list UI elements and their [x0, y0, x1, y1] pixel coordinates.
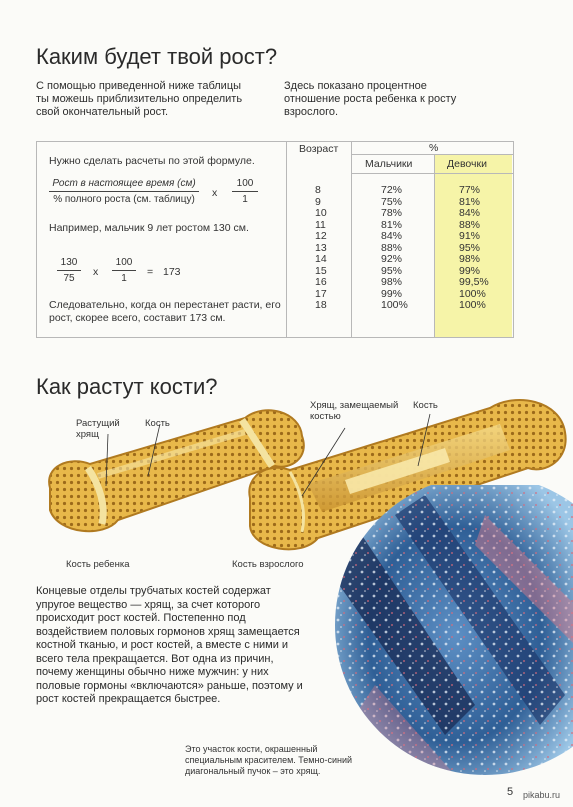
bones-title: Как растут кости? [36, 374, 218, 399]
caption-child-bone: Кость ребенка [66, 559, 130, 570]
table-cell-girls: 100% [459, 299, 486, 311]
table-cell-age: 18 [315, 299, 327, 311]
formula-intro: Нужно сделать расчеты по этой формуле. [49, 155, 255, 167]
label-bone-child: Кость [145, 418, 170, 429]
table-cell-age: 15 [315, 264, 327, 277]
table-cell-age: 13 [315, 241, 327, 254]
example-times: x [93, 266, 99, 278]
table-cell-boys: 72% [381, 184, 403, 196]
example-numerator: 130 [57, 257, 81, 271]
watermark: pikabu.ru [523, 790, 561, 800]
table-cell-age: 16 [315, 276, 327, 288]
formula-one: 1 [242, 194, 248, 205]
table-cell-girls: 99,5% [459, 276, 489, 288]
growth-table [286, 141, 514, 338]
boys-column [381, 185, 408, 312]
table-cell-girls: 77% [459, 184, 481, 196]
table-cell-girls: 81% [459, 195, 481, 208]
example-equals: = [147, 266, 154, 278]
table-cell-boys: 95% [381, 264, 403, 277]
table-cell-age: 9 [315, 195, 321, 208]
girls-column [459, 185, 489, 312]
label-growth-plate: Растущий хрящ [76, 418, 120, 440]
table-cell-age: 10 [315, 207, 327, 219]
table-cell-age: 14 [315, 253, 327, 265]
caption-adult-bone: Кость взрослого [232, 559, 304, 570]
girls-header: Девочки [447, 158, 487, 170]
example-fraction [57, 257, 81, 284]
age-column [315, 185, 327, 312]
percent-header: % [429, 142, 439, 154]
bones-body-text: Концевые отделы трубчатых костей содержат упругое вещество — хрящ, за счет которого происходит рост костей. Постепенно под воздействием половых гормонов хрящ замещается костной тканью, и рост костей, а вместе с ними и всего тела прекращается. Вот одна из причин, почему женщины обычно ниже мужчин: у них половые гормоны «включаются» раньше, поэтому и рост костей прекращается быстрее. [36, 585, 303, 705]
page-title: Каким будет твой рост? [36, 44, 278, 69]
table-cell-boys: 98% [381, 276, 403, 288]
table-cell-girls: 91% [459, 230, 481, 242]
table-cell-age: 11 [315, 218, 326, 231]
table-cell-age: 17 [315, 287, 327, 300]
table-cell-girls: 95% [459, 241, 481, 254]
table-cell-boys: 92% [381, 253, 403, 265]
formula-denominator: % полного роста (см. таблицу) [53, 194, 195, 205]
label-bone-adult: Кость [413, 400, 438, 411]
table-cell-boys: 99% [381, 287, 403, 300]
table-cell-boys: 88% [381, 241, 403, 254]
table-cell-girls: 88% [459, 218, 481, 231]
table-cell-boys: 84% [381, 230, 403, 242]
page-number: 5 [507, 786, 514, 798]
age-header: Возраст [299, 143, 339, 155]
table-cell-girls: 100% [459, 287, 486, 300]
table-cell-boys: 100% [381, 299, 408, 311]
example-hundred: 100 [112, 257, 136, 271]
example-hundred-fraction [112, 257, 136, 284]
formula-example: Например, мальчик 9 лет ростом 130 см. [49, 222, 249, 234]
label-cartilage-replaced: Хрящ, замещаемый костью [310, 400, 399, 422]
intro-right-text: Здесь показано процентное отношение роста ребенка к росту взрослого. [284, 80, 457, 118]
table-cell-girls: 84% [459, 207, 481, 219]
micrograph-caption: Это участок кости, окрашенный специальным красителем. Темно-синий диагональный пучок – это хрящ. [185, 744, 352, 776]
boys-header: Мальчики [365, 158, 413, 170]
formula-fraction [49, 178, 199, 205]
formula-hundred-fraction [232, 178, 258, 205]
example-result: 173 [163, 266, 181, 278]
formula-numerator-text: Рост в настоящее время (см) [52, 178, 196, 189]
table-cell-age: 8 [315, 184, 321, 196]
formula-numerator [49, 178, 199, 192]
formula-times: x [212, 187, 218, 199]
formula-box [36, 141, 286, 338]
table-cell-age: 12 [315, 230, 327, 242]
table-cell-girls: 99% [459, 264, 481, 277]
example-denominator: 75 [63, 273, 75, 284]
formula-conclusion: Следовательно, когда он перестанет расти, его рост, скорее всего, составит 173 см. [49, 299, 281, 324]
formula-hundred: 100 [232, 178, 258, 192]
table-cell-boys: 81% [381, 218, 403, 231]
table-cell-girls: 98% [459, 253, 481, 265]
intro-left-text: С помощью приведенной ниже таблицы ты можешь приблизительно определить свой окончательный рост. [36, 80, 243, 118]
table-cell-boys: 75% [381, 195, 403, 208]
bone-micrograph [335, 485, 573, 785]
table-cell-boys: 78% [381, 207, 403, 219]
example-one: 1 [121, 273, 127, 284]
